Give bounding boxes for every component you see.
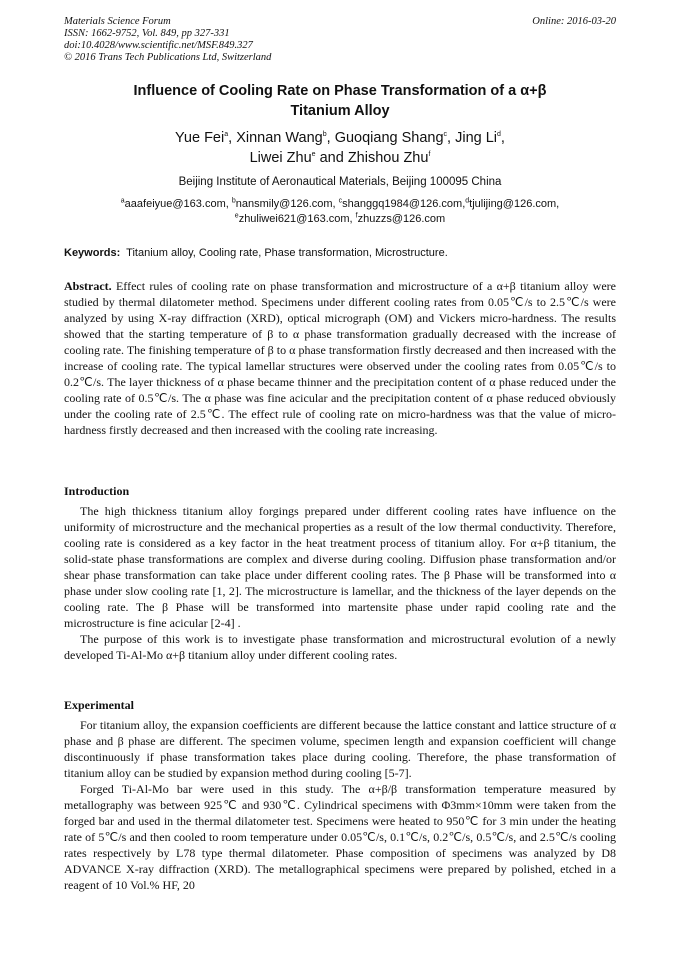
email-address[interactable]: nansmily@126.com — [235, 198, 333, 210]
author-separator: , — [447, 130, 456, 146]
author-sup: a — [224, 131, 229, 139]
author-sup: b — [322, 131, 327, 139]
email-sup: a — [120, 197, 125, 205]
author-separator: , — [500, 130, 505, 146]
author-line-1 — [64, 128, 616, 148]
author-and: and — [315, 150, 348, 166]
journal-name: Materials Science Forum — [64, 16, 171, 27]
author-name: Jing Li — [455, 130, 498, 146]
author-separator: , — [326, 130, 335, 146]
author-list — [64, 128, 616, 168]
email-line-2: $^e$zhuliwei621@163.com, $^f$zhuzzs@126.com — [234, 212, 446, 225]
email-sup: c — [338, 197, 343, 205]
email-address[interactable]: zhuzzs@126.com — [357, 213, 446, 225]
journal-header — [64, 16, 616, 64]
email-sup: f — [355, 212, 358, 220]
author-name: Zhishou Zhu — [347, 150, 429, 166]
author-sup: e — [311, 151, 316, 159]
doi-line: doi:10.4028/www.scientific.net/MSF.849.327 — [64, 40, 253, 51]
paragraph: The high thickness titanium alloy forgings prepared under different cooling rates have influence on the uniformity of microstructure and the mechanical properties as a result of the low thermal conductivity. Therefore, cooling rate is considered as a key factor in the heat treatment process of titanium alloy. For α+β titanium, the solid-state phase transformations are complex and diverse during cooling. Diffusion phase transformation and/or shear phase transformation can take place under different cooling rates. The β Phase will be transformed into α phase under slow cooling rate [1, 2]. The microstructure is lamellar, and the thickness of the layer depends on the cooling rate. The β Phase will be transformed into martensite phase under rapid cooling rate and the microstructure is fine acicular [2-4] . — [64, 504, 616, 630]
paper-title — [64, 81, 616, 121]
email-address[interactable]: zhuliwei621@163.com — [238, 213, 350, 225]
author-name: Yue Fei — [175, 130, 225, 146]
email-address[interactable]: shanggq1984@126.com — [342, 198, 463, 210]
introduction-section — [64, 503, 616, 663]
author-separator: , — [228, 130, 237, 146]
abstract — [64, 278, 616, 438]
experimental-heading: Experimental — [64, 698, 134, 712]
email-sup: d — [465, 197, 470, 205]
keywords-label: Keywords: — [64, 247, 121, 259]
author-name: Xinnan Wang — [236, 130, 323, 146]
email-sup: e — [234, 212, 239, 220]
email-line-1: $^a$aaafeiyue@163.com, $^b$nansmily@126.com, $^c$shanggq1984@126.com,$^d$tjulijing@126.com, — [120, 197, 560, 210]
author-line-2 — [64, 148, 616, 168]
online-date: Online: 2016-03-20 — [532, 16, 616, 27]
abstract-label: Abstract. — [64, 279, 112, 293]
issn-line: ISSN: 1662-9752, Vol. 849, pp 327-331 — [64, 28, 230, 39]
author-sup: c — [443, 131, 448, 139]
title-line-2: Titanium Alloy — [290, 103, 390, 119]
paragraph: Forged Ti-Al-Mo bar were used in this study. The α+β/β transformation temperature measured by metallography was between 925℃ and 930℃. Cylindrical specimens with Φ3mm×10mm were taken from the forged bar and used in the thermal dilatometer test. Specimens were heated to 950℃ for 3 min under the heating rate of 5℃/s and then cooled to room temperature under 0.05℃/s, 0.1℃/s, 0.2℃/s, 0.5℃/s, and 2.5℃/s cooling rates respectively by L78 type thermal dilatometer. Phase composition of specimens was analyzed by D8 ADVANCE X-ray diffraction (XRD). The metallographical specimens were prepared by polished, etched in a reagent of 10 Vol.% HF, 20 — [64, 782, 616, 892]
email-address[interactable]: aaafeiyue@163.com — [124, 198, 226, 210]
copyright-line: © 2016 Trans Tech Publications Ltd, Switzerland — [64, 52, 272, 63]
keywords-text: Titanium alloy, Cooling rate, Phase transformation, Microstructure. — [126, 247, 448, 259]
abstract-text: Effect rules of cooling rate on phase transformation and microstructure of a α+β titanium alloy were studied by thermal dilatometer method. Specimens under different cooling rates from 0.05℃/s to 2.5℃/s were analyzed by using X-ray diffraction (XRD), optical micrograph (OM) and Vickers micro-hardness. The results showed that the starting temperature of β to α phase transformation gradually decreased with the increase of cooling rate. The finishing temperature of β to α phase transformation firstly decreased and then increased with the increase of cooling rate. The typical lamellar structures were observed under the cooling rates from 0.05℃/s to 0.2℃/s. The layer thickness of α phase became thinner and the precipitation content of α phase reduced under the cooling rate of 0.5℃/s. The α phase was fine acicular and the precipitation content of α phase reduced obviously under the cooling rate of 2.5℃. The effect rule of cooling rate on micro-hardness was that the value of micro-hardness firstly decreased and then increased with the cooling rate increasing. — [64, 279, 616, 437]
author-name: Guoqiang Shang — [334, 130, 444, 146]
author-name: Liwei Zhu — [249, 150, 312, 166]
author-sup: f — [428, 151, 431, 159]
email-address[interactable]: tjulijing@126.com — [469, 198, 557, 210]
email-sup: b — [231, 197, 236, 205]
author-sup: d — [497, 131, 501, 139]
affiliation: Beijing Institute of Aeronautical Materials, Beijing 100095 China — [178, 176, 502, 188]
introduction-heading: Introduction — [64, 484, 130, 498]
experimental-section — [64, 717, 616, 893]
paragraph: For titanium alloy, the expansion coefficients are different because the lattice constant and lattice structure of α phase and β phase are different. The specimen volume, specimen length and expansion coefficient will change discontinuously if phase transformation takes place during cooling. Therefore, the phase transformation of titanium alloy can be studied by expansion method during cooling [5-7]. — [64, 718, 616, 780]
keywords — [64, 246, 616, 261]
paragraph: The purpose of this work is to investigate phase transformation and microstructural evolution of a newly developed Ti-Al-Mo α+β titanium alloy under different cooling rates. — [64, 632, 616, 662]
title-line-1: Influence of Cooling Rate on Phase Transformation of a α+β — [133, 83, 547, 99]
email-list — [64, 197, 616, 227]
